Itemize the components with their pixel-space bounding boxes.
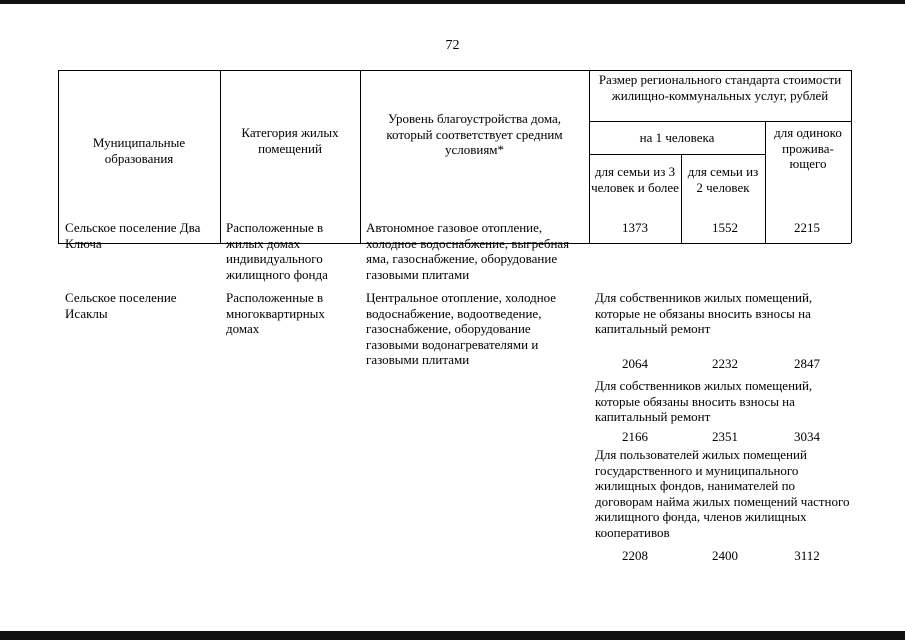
header-family-3: для семьи из 3 человек и более [591,164,679,195]
row-2-amenities: Центральное отопление, холодное водоснабжение, водоотведение, газоснабжение, оборудование газовыми водонагревателями и газовыми плитами [366,290,557,367]
row-1-category: Расположенные в жилых домах индивидуального жилищного фонда [226,220,328,282]
row-2-group-1-value-family-2: 2232 [712,356,738,371]
header-amenities: Уровень благоустройства дома, который соответствует средним условиям* [386,111,563,157]
row-2-group-3-value-family-2: 2400 [712,548,738,563]
row-2-group-3-label: Для пользователей жилых помещений государственного и муниципального жилищных фондов, нанимателей по договорам найма жилых помещений частного жилищного фонда, членов жилищных кооперативов [595,447,850,540]
row-2-group-1-value-single: 2847 [794,356,820,371]
row-1-municipality: Сельское поселение Два Ключа [65,220,201,251]
row-2-group-3-value-single: 3112 [794,548,820,563]
row-2-group-3-value-family-3: 2208 [622,548,648,563]
page-number: 72 [445,38,460,53]
header-single: для одиноко прожива-ющего [774,125,842,171]
top-border-bar [0,0,905,4]
row-1-amenities: Автономное газовое отопление, холодное водоснабжение, выгребная яма, газоснабжение, оборудование газовыми плитами [366,220,570,282]
row-1-value-family-2: 1552 [712,220,738,235]
row-2-group-1-value-family-3: 2064 [622,356,648,371]
row-2-group-2-label: Для собственников жилых помещений, которые обязаны вносить взносы на капитальный ремонт [595,378,813,424]
header-standard-title: Размер регионального стандарта стоимости жилищно-коммунальных услуг, рублей [598,72,842,103]
row-2-group-2-value-family-3: 2166 [622,429,648,444]
header-municipalities: Муниципальные образования [92,135,186,166]
header-category: Категория жилых помещений [241,125,339,156]
row-2-municipality: Сельское поселение Исаклы [65,290,177,321]
header-per-person: на 1 человека [639,130,715,145]
header-family-2: для семьи из 2 человек [687,164,759,195]
row-2-group-2-value-single: 3034 [794,429,820,444]
row-2-category: Расположенные в многоквартирных домах [226,290,325,336]
row-2-group-1-label: Для собственников жилых помещений, которые не обязаны вносить взносы на капитальный ремонт [595,290,813,336]
row-2-group-2-value-family-2: 2351 [712,429,738,444]
row-1-value-family-3: 1373 [622,220,648,235]
row-1-value-single: 2215 [794,220,820,235]
bottom-border-bar [0,631,905,640]
